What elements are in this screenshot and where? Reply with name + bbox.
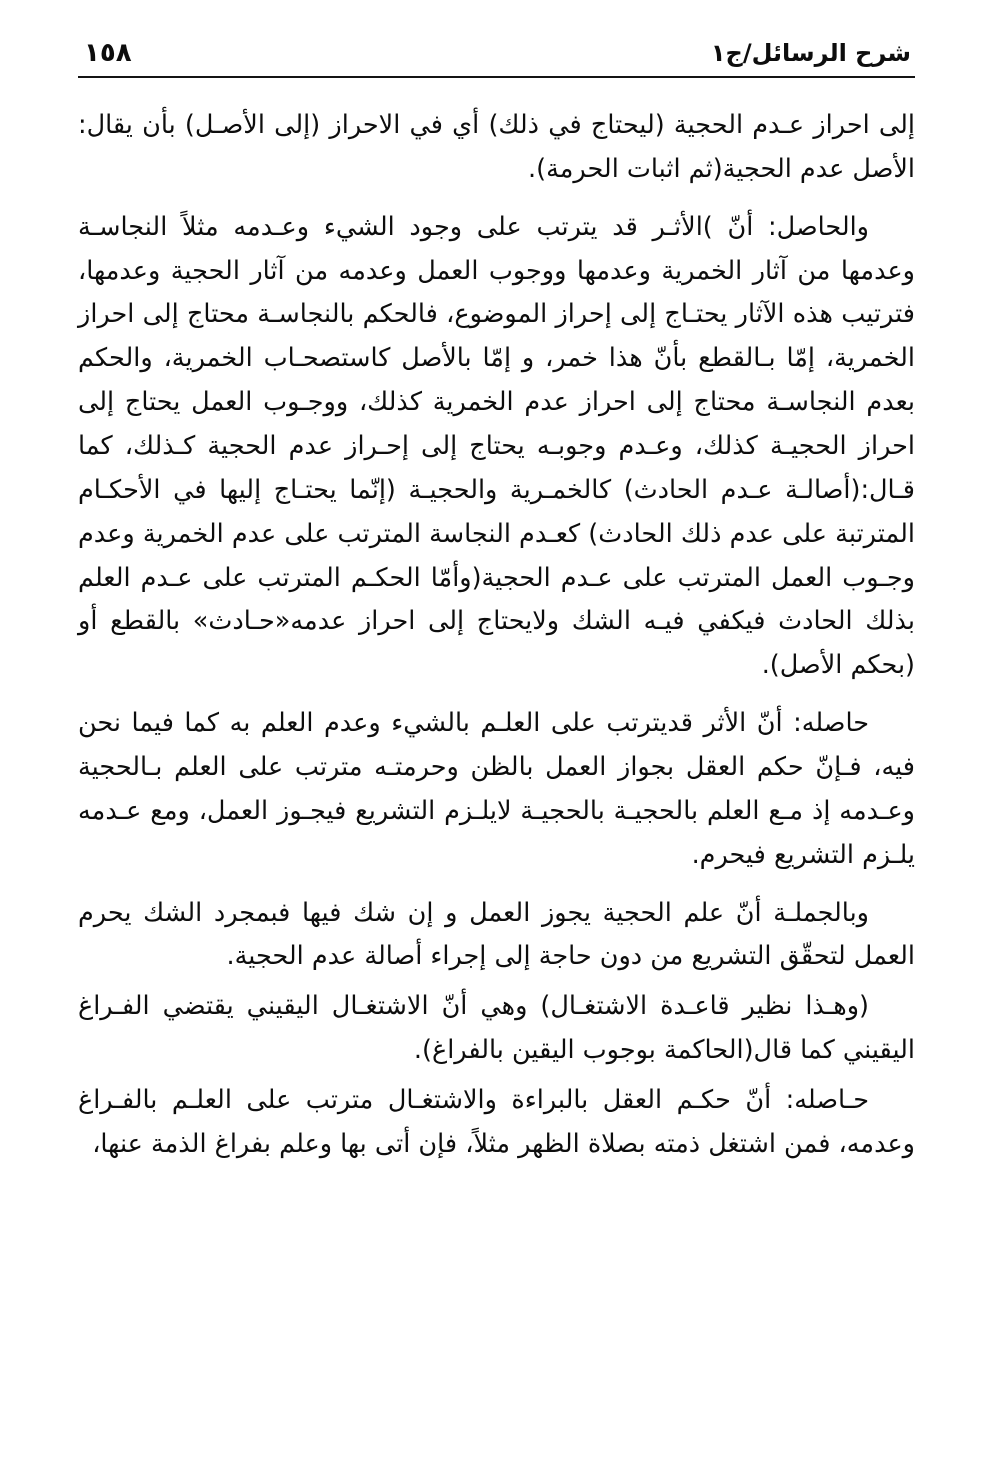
page-number: ١٥٨ (84, 38, 132, 68)
paragraph: وبالجملـة أنّ علم الحجية يجوز العمل و إن شك فيها فبمجرد الشك يحرم العمل لتحقّق التشريع من دون حاجة إلى إجراء أصالة عدم الحجية. (78, 897, 915, 972)
paragraph: (وهـذا نظير قاعـدة الاشتغـال) وهي أنّ الاشتغـال اليقيني يقتضي الفـراغ اليقيني كما قال(الحاكمة بوجوب اليقين بالفراغ). (78, 991, 915, 1066)
header-divider (78, 76, 915, 78)
paragraph: حـاصله: أنّ حكـم العقل بالبراءة والاشتغـال مترتب على العلـم بالفـراغ وعدمه، فمن اشتغل ذمته بصلاة الظهر مثلاً، فإن أتى بها وعلم بفراغ الذمة عنها، (78, 1085, 915, 1159)
paragraph: والحاصل: أنّ )الأثـر قد يترتب على وجود الشيء وعـدمه مثلاً النجاسـة وعدمها من آثار الخمرية وعدمها ووجوب العمل وعدمه من آثار الحجية وعدمها، فترتيب هذه الآثار يحتـاج إلى إحراز الموضوع، فالحكم بالنجاسـة محتاج إلى احراز الخمرية، إمّا بـالقطع بأنّ هذا خمر، و إمّا بالأصل كاستصحـاب الخمرية، والحكم بعدم النجاسـة محتاج إلى احراز عدم الخمرية كذلك، ووجـوب العمل يحتاج إلى احراز الحجيـة كذلك، وعـدم وجوبـه يحتاج إلى إحـراز عدم الحجية كـذلك، كما قـال:(أصالـة عـدم الحادث) كالخمـرية والحجيـة (إنّما يحتـاج إليها في الأحكـام المترتبة على عدم ذلك الحادث) كعـدم النجاسة المترتب على عدم الخمرية وعدم وجـوب العمل المترتب على عـدم الحجية(وأمّا الحكـم المترتب على عـدم العلم بذلك الحادث فيكفي فيـه الشك ولايحتاج إلى احراز عدمه«حـادث» بالقطع أو (بحكم الأصل). (78, 211, 915, 681)
book-title: شرح الرسائل/ج١ (710, 39, 911, 67)
page-header (78, 38, 915, 74)
page-body (78, 104, 915, 1167)
paragraph: إلى احراز عـدم الحجية (ليحتاج في ذلك) أي في الاحراز (إلى الأصـل) بأن يقال: الأصل عدم الحجية(ثم اثبات الحرمة). (78, 110, 915, 184)
paragraph: حاصله: أنّ الأثر قديترتب على العلـم بالشيء وعدم العلم به كما فيما نحن فيه، فـإنّ حكم العقل بجواز العمل بالظن وحرمتـه مترتب على العلم بـالحجية وعـدمه إذ مـع العلم بالحجيـة بالحجيـة لايلـزم التشريع فيجـوز العمل، ومع عـدمه يلـزم التشريع فيحرم. (78, 708, 915, 870)
